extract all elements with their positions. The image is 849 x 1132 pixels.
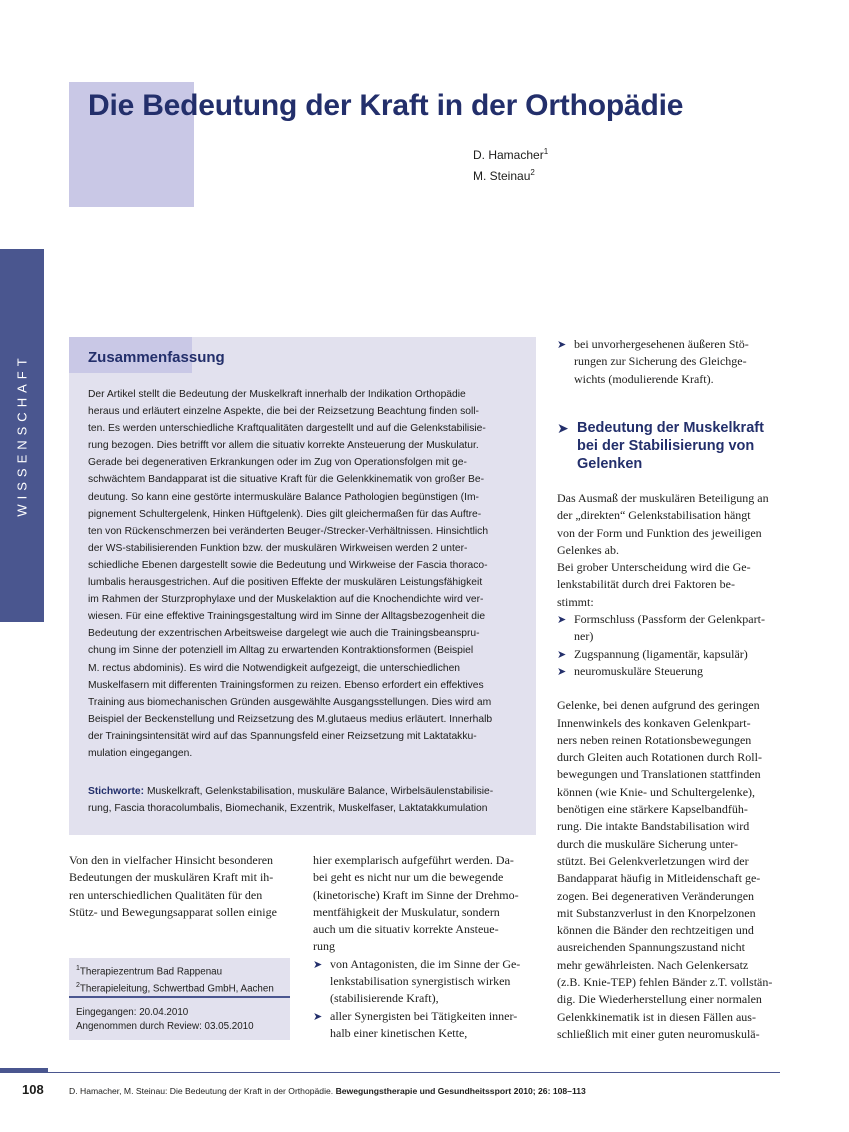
footer-citation: D. Hamacher, M. Steinau: Die Bedeutung der Kraft in der Orthopädie. Bewegungstherapie und Gesundheitssport 2010; 26: 108–113 (69, 1086, 586, 1096)
body-line: bei geht es nicht nur um die bewegende (313, 870, 504, 885)
affiliations (76, 962, 274, 997)
bullet-line: (stabilisierende Kraft), (330, 991, 439, 1006)
abstract-line: heraus und erläutert einzelne Aspekte, die bei der Reizsetzung Beachtung finden soll- (88, 406, 479, 418)
body-line: bewegungen und Translationen stattfinden (557, 767, 761, 782)
bullet-line: Zugspannung (ligamentär, kapsulär) (574, 646, 748, 661)
body-line: durch die muskuläre Sicherung unter- (557, 836, 739, 851)
abstract-line: pignement Schultergelenk, Hinken Hüftgelenk). Dies gilt gleichermaßen für das Auftre- (88, 508, 482, 520)
abstract-line: chung im Sinne der potenziell im Alltag zu erwartenden Kontraktionsformen (Beispiel (88, 645, 474, 657)
affiliation-2: $^2$Therapieleitung, Schwertbad GmbH, Aachen (76, 982, 274, 995)
paragraph-gap (557, 680, 781, 697)
footnote-divider (69, 996, 290, 998)
body-line: mentfähigkeit der Muskulatur, sondern (313, 904, 500, 919)
body-line: ren unterschiedlichen Qualitäten für den (69, 887, 263, 902)
body-line: Gelenkes ab. (557, 542, 619, 557)
abstract-heading: Zusammenfassung (88, 349, 225, 366)
bullet-line: bei unvorhergesehenen äußeren Stö- (574, 337, 749, 351)
arrow-bullet-icon: ➤ (557, 338, 567, 351)
section-side-label: WISSENSCHAFT (14, 353, 30, 517)
list-item (557, 646, 781, 663)
body-line: stimmt: (557, 594, 594, 609)
bullet-line: Formschluss (Passform der Gelenkpart- (574, 612, 765, 627)
body-line: stützt. Bei Gelenkverletzungen wird der (557, 853, 749, 868)
body-line: ausreichenden Spannungszustand nicht (557, 940, 745, 955)
body-column-1 (69, 852, 291, 921)
abstract-line: Der Artikel stellt die Bedeutung der Muskelkraft innerhalb der Indikation Orthopädie (88, 389, 466, 400)
abstract-line: lumbalis herausgestrichen. Auf die positiven Effekte der muskulären Leistungsfähigkeit (88, 577, 483, 589)
body-line: rung. Die intakte Bandstabilisation wird (557, 819, 750, 834)
abstract-line: wiesen. Für eine effektive Trainingsgestaltung wird im Sinne der Alltagsbezogenheit die (88, 611, 486, 623)
keywords (88, 783, 516, 817)
body-column-2 (313, 852, 536, 1042)
abstract-line: M. rectus abdominis). Es wird die Notwendigkeit aufgezeigt, die unterschiedlichen (88, 662, 461, 674)
abstract-line: ten von Rückenschmerzen bei veränderten Beuger-/Strecker-Verhältnissen. Hinsichtlich (88, 525, 489, 537)
list-item (557, 336, 781, 388)
received-date: Eingegangen: 20.04.2010 (76, 1007, 189, 1018)
abstract-line: Beispiel der Beckenstellung und Reizsetzung des M.glutaeus medius erläutert. Innerhalb (88, 713, 493, 725)
bullet-line: lenkstabilisation synergistisch wirken (330, 974, 511, 989)
body-line: dig. Die Wiederherstellung einer normalen (557, 992, 762, 1007)
body-line: Bandapparat häufig in Mitleidenschaft ge- (557, 871, 761, 886)
arrow-bullet-icon: ➤ (557, 647, 567, 661)
body-column-3-top (557, 336, 781, 388)
heading-line: Gelenken (577, 456, 643, 472)
abstract-line: der WS-stabilisierenden Funktion bzw. der muskulären Wirkweisen werden 2 unter- (88, 542, 468, 554)
arrow-heading-icon: ➤ (557, 421, 569, 437)
abstract-line: im Rahmen der Sturzprophylaxe und der Muskelaktion auf die Knochendichte wird ver- (88, 594, 484, 606)
footer-rule (0, 1072, 780, 1073)
body-line: (z.B. Knie-TEP) fehlen Bänder z.T. vollstän- (557, 975, 773, 990)
body-line: benötigen eine stärkere Kapselbandfüh- (557, 802, 748, 817)
bullet-line: rungen zur Sicherung des Gleichge- (574, 354, 747, 369)
keywords-line-1: Muskelkraft, Gelenkstabilisation, muskuläre Balance, Wirbelsäulenstabilisie- (144, 786, 494, 797)
body-line: Gelenkkinematik ist in diesen Fällen aus- (557, 1009, 756, 1024)
body-line: Das Ausmaß der muskulären Beteiligung an (557, 491, 769, 505)
bullet-line: ner) (574, 629, 594, 644)
body-line: Innenwinkels des konkaven Gelenkpart- (557, 715, 751, 730)
body-line: durch Gleiten auch Rotationen durch Roll- (557, 750, 762, 765)
bullet-line: von Antagonisten, die im Sinne der Ge- (330, 956, 521, 971)
body-line: hier exemplarisch aufgeführt werden. Da- (313, 853, 514, 867)
bullet-line: halb einer kinetischen Kette, (330, 1025, 468, 1040)
article-title: Die Bedeutung der Kraft in der Orthopädie (88, 89, 684, 122)
body-line: Bedeutungen der muskulären Kraft mit ih- (69, 870, 274, 885)
body-line: Stütz- und Bewegungsapparat sollen einige (69, 904, 277, 919)
arrow-bullet-icon: ➤ (313, 957, 323, 971)
arrow-bullet-icon: ➤ (313, 1009, 323, 1023)
body-column-3 (557, 490, 781, 1043)
abstract-line: ten. Es werden unterschiedliche Kraftqualitäten dargestellt und auf die Gelenkstabilisie- (88, 423, 486, 435)
body-line: der „direkten“ Gelenkstabilisation hängt (557, 508, 751, 523)
bullet-line: neuromuskuläre Steuerung (574, 663, 703, 678)
abstract-line: mulation eingegangen. (88, 747, 193, 759)
body-line: lenkstabilität durch drei Faktoren be- (557, 577, 735, 592)
heading-line: bei der Stabilisierung von (577, 438, 755, 454)
body-line: ners neben reinen Rotationsbewegungen (557, 732, 752, 747)
body-line: (kinetorische) Kraft im Sinne der Drehmo- (313, 887, 519, 902)
abstract-line: deutung. So kann eine gestörte intermuskuläre Balance Pathologien begünstigen (Im- (88, 491, 479, 503)
body-line: rung (313, 939, 335, 954)
abstract-text (88, 386, 516, 762)
affiliation-1: $^1$Therapiezentrum Bad Rappenau (76, 965, 223, 978)
abstract-line: rung bezogen. Dies betrifft vor allem die situativ korrekte Ansteuerung der Muskulatur. (88, 440, 479, 452)
arrow-bullet-icon: ➤ (557, 664, 567, 678)
heading-line: Bedeutung der Muskelkraft (577, 420, 764, 436)
body-line: können (wie Knie- und Schultergelenke), (557, 784, 756, 799)
page-number: 108 (22, 1082, 44, 1097)
body-line: mehr gewährleisten. Nach Gelenkersatz (557, 957, 749, 972)
abstract-line: der Trainingsintensität wird auf das Spannungsfeld einer Reizsetzung mit Laktatakku- (88, 730, 477, 742)
body-line: Bei grober Unterscheidung wird die Ge- (557, 560, 751, 575)
author-list (473, 143, 548, 185)
accepted-date: Angenommen durch Review: 03.05.2010 (76, 1021, 254, 1032)
body-line: Von den in vielfacher Hinsicht besonderen (69, 853, 274, 867)
body-line: auch um die situativ korrekte Ansteue- (313, 922, 499, 937)
section-heading (557, 419, 781, 473)
list-item (313, 1008, 536, 1043)
abstract-line: schwächtem Bandapparat ist die situative Kraft für die Gelenkkinematik von großer Be- (88, 474, 485, 486)
list-item (313, 956, 536, 1008)
bullet-line: aller Synergisten bei Tätigkeiten inner- (330, 1008, 518, 1023)
list-item (557, 611, 781, 646)
footer-rule-accent (0, 1068, 48, 1073)
bullet-line: wichts (modulierende Kraft). (574, 371, 714, 386)
arrow-bullet-icon: ➤ (557, 613, 567, 627)
abstract-line: Gerade bei degenerativen Erkrankungen oder im Zug von Operationsfolgen mit ge- (88, 457, 467, 469)
body-line: von der Form und Funktion des jeweiligen (557, 525, 762, 540)
author-1: D. Hamacher$^1$ (473, 147, 549, 162)
body-line: Gelenke, bei denen aufgrund des geringen (557, 698, 760, 713)
abstract-line: Bedeutung der exzentrischen Arbeitsweise dargelegt wie auch die Trainingsbeanspru- (88, 628, 480, 640)
body-line: können die Bänder den rechtzeitigen und (557, 923, 754, 938)
abstract-line: schiedliche Ebenen dargestellt sowie die Bedeutung und Wirkweise der Fascia thoraco- (88, 559, 488, 571)
abstract-line: Training aus biomechanischen Gründen ausgewählte Ausgangsstellungen. Dies wird am (88, 696, 492, 708)
review-dates (76, 1006, 254, 1034)
body-line: schließlich mit einer guten neuromuskulä- (557, 1026, 760, 1041)
list-item (557, 663, 781, 680)
body-line: mit Substanzverlust in den Knorpelzonen (557, 905, 756, 920)
abstract-line: Muskelfasern mit differenten Trainingsformen zu reizen. Ebenso erfordert ein effektives (88, 679, 484, 691)
keywords-label: Stichworte: (88, 786, 145, 797)
keywords-line-2: rung, Fascia thoracolumbalis, Biomechanik, Exzentrik, Muskelfaser, Laktatakkumulation (88, 803, 488, 815)
author-2: M. Steinau$^2$ (473, 168, 535, 183)
body-line: zogen. Bei degenerativen Veränderungen (557, 888, 755, 903)
